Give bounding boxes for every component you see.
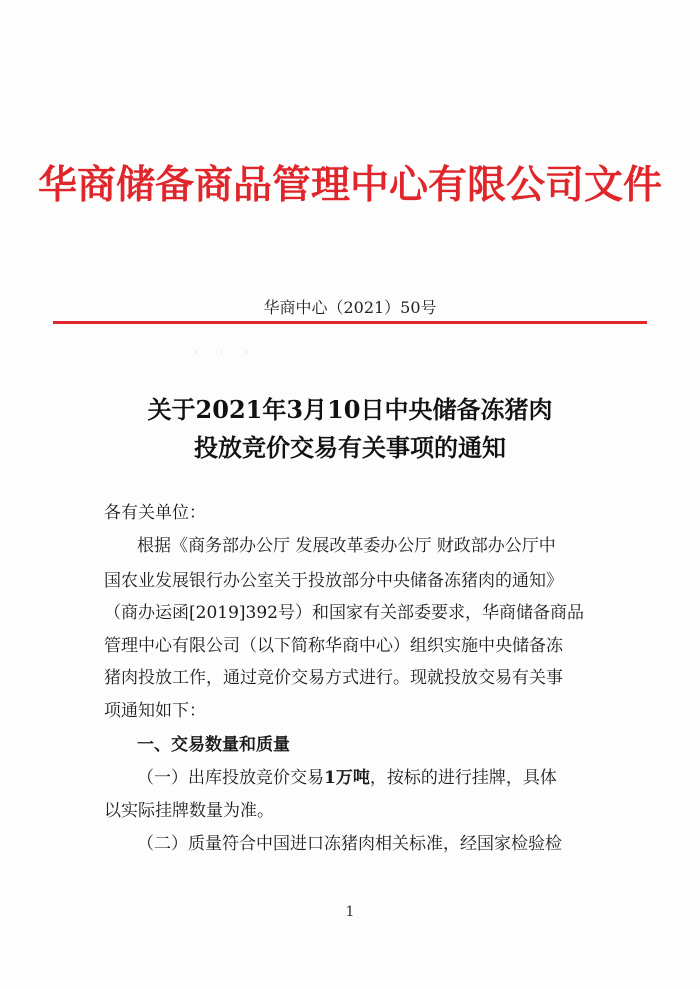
document-number: 华商中心（2021）50号 — [263, 298, 437, 317]
page-number: 1 — [345, 904, 355, 920]
item-2-line: （二）质量符合中国进口冻猪肉相关标准，经国家检验检 — [137, 834, 562, 854]
paragraph-line: 根据《商务部办公厅 发展改革委办公厅 财政部办公厅中 — [137, 536, 556, 556]
paragraph-line: 猪肉投放工作，通过竞价交易方式进行。现就投放交易有关事 — [104, 668, 563, 688]
notice-title-line-1: 关于2021年3月10日中央储备冻猪肉 — [147, 395, 553, 424]
scan-specks: · · · — [195, 348, 258, 357]
paragraph-line: （商办运函[2019]392号）和国家有关部委要求，华商储备商品 — [104, 603, 584, 623]
item-1-suffix: ，按标的进行挂牌，具体 — [369, 768, 557, 788]
item-1-quantity: 1万吨 — [324, 768, 370, 788]
item-1-line — [137, 766, 557, 790]
notice-title-line-2: 投放竞价交易有关事项的通知 — [194, 433, 506, 462]
item-1-continuation: 以实际挂牌数量为准。 — [104, 801, 274, 821]
org-header-title: 华商储备商品管理中心有限公司文件 — [37, 163, 662, 208]
paragraph-line: 管理中心有限公司（以下简称华商中心）组织实施中央储备冻 — [104, 636, 563, 656]
red-divider-line — [53, 321, 647, 324]
paragraph-line: 国农业发展银行办公室关于投放部分中央储备冻猪肉的通知》 — [104, 571, 563, 591]
paragraph-line: 项通知如下： — [104, 701, 206, 721]
item-1-prefix: （一）出库投放竞价交易 — [137, 768, 324, 788]
salutation: 各有关单位： — [104, 503, 206, 523]
section-heading: 一、交易数量和质量 — [137, 735, 290, 755]
